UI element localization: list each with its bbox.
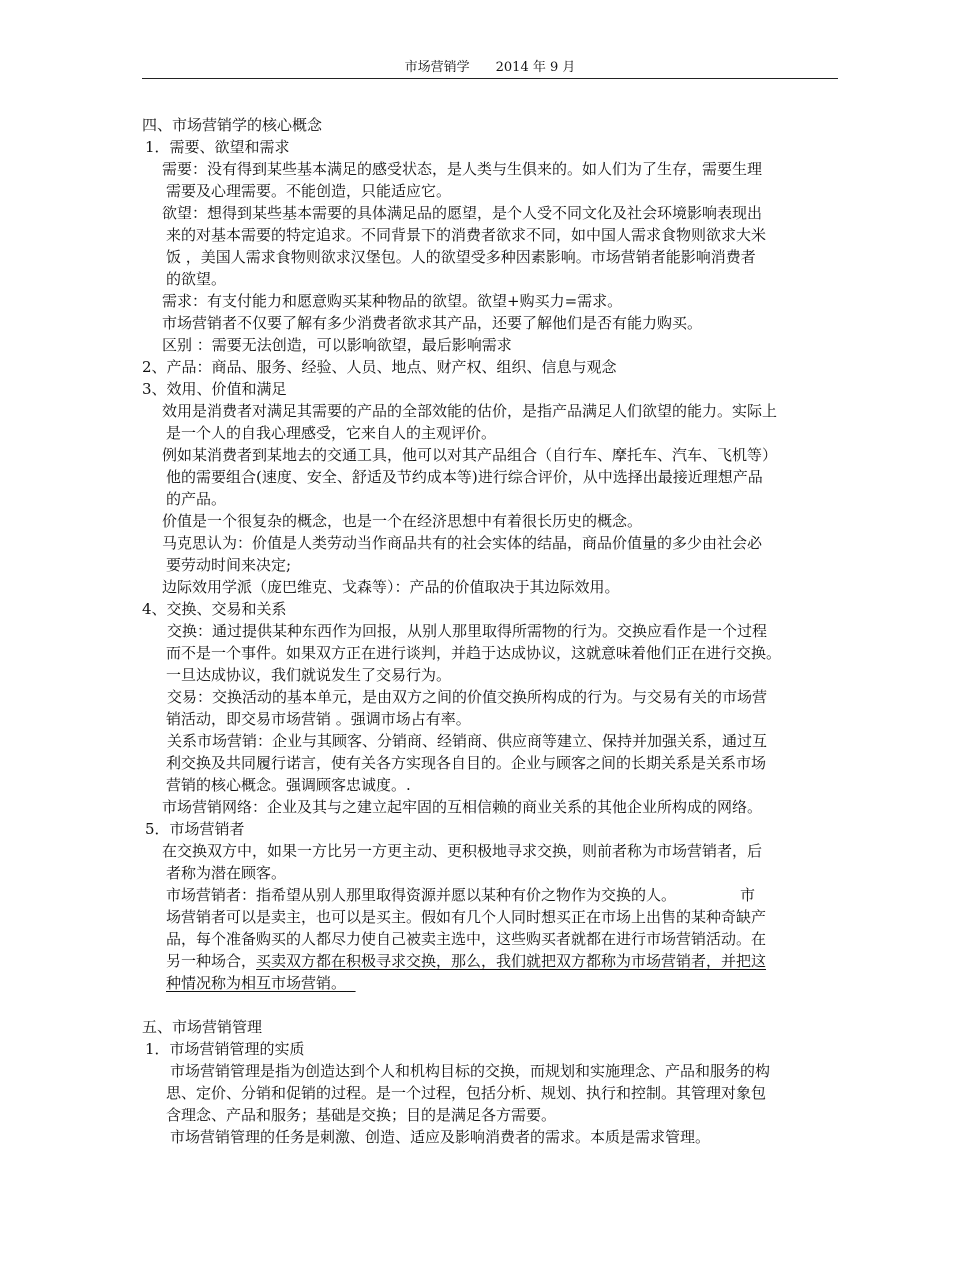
text-line: 含理念、产品和服务；基础是交换；目的是满足各方需要。 — [166, 1106, 557, 1124]
text-line: 饭 ，美国人需求食物则欲求汉堡包。人的欲望受多种因素影响。市场营销者能影响消费者 — [166, 248, 756, 266]
s5-title: 5．市场营销者 — [145, 820, 245, 838]
text-line: 的欲望。 — [166, 270, 227, 288]
paragraph-s5-intro — [142, 840, 838, 884]
s2-title: 2、产品：商品、服务、经验、人员、地点、财产权、组织、信息与观念 — [142, 358, 617, 376]
paragraph-want — [142, 202, 838, 290]
s1-title: 1．需要、欲望和需求 — [145, 138, 290, 156]
text-line: 场营销者可以是卖主，也可以是买主。假如有几个人同时想买正在市场上出售的某种奇缺产 — [166, 908, 767, 926]
text-line: 欲望：想得到某些基本需要的具体满足品的愿望，是个人受不同文化及社会环境影响表现出 — [162, 204, 763, 222]
header-date: 2014 年 9 月 — [495, 60, 576, 75]
text-line: 效用是消费者对满足其需要的产品的全部效能的估价，是指产品满足人们欲望的能力。实际上 — [162, 402, 778, 420]
paragraph-exchange — [142, 620, 838, 686]
paragraph-essence — [142, 1060, 838, 1126]
text-line: 一旦达成协议，我们就说发生了交易行为。 — [166, 666, 452, 684]
section5-title: 五、市场营销管理 — [142, 1018, 263, 1036]
text-line: 而不是一个事件。如果双方正在进行谈判，并趋于达成协议，这就意味着他们正在进行交换。 — [166, 644, 782, 662]
underlined-text: 种情况称为相互市场营销。 — [166, 974, 347, 992]
paragraph-example — [142, 444, 838, 510]
section4-title: 四、市场营销学的核心概念 — [142, 116, 323, 134]
text-line — [142, 884, 838, 906]
paragraph-s5-definition — [142, 884, 838, 994]
text-line: 交易：交换活动的基本单元，是由双方之间的价值交换所构成的行为。与交易有关的市场营 — [167, 688, 768, 706]
text-line: 是一个人的自我心理感受，它来自人的主观评价。 — [166, 424, 497, 442]
paragraph-marx — [142, 532, 838, 576]
underlined-text: 买卖双方都在积极寻求交换，那么，我们就把双方都称为市场营销者，并把这 — [256, 952, 767, 970]
text-line: 利交换及共同履行诺言，使有关各方实现各自目的。企业与顾客之间的长期关系是关系市场 — [166, 754, 767, 772]
text-line: 营销的核心概念。强调顾客忠诚度。. — [166, 776, 411, 794]
text-span: 另一种场合， — [166, 952, 257, 970]
text-line: 销活动，即交易市场营销 。强调市场占有率。 — [166, 710, 471, 728]
definition-text: 市场营销者：指希望从别人那里取得资源并愿以某种有价之物作为交换的人。 — [166, 886, 677, 904]
paragraph-utility — [142, 400, 838, 444]
text-line: 来的对基本需要的特定追求。不同背景下的消费者欲求不同，如中国人需求食物则欲求大米 — [166, 226, 767, 244]
definition-tail: 市 — [740, 886, 756, 904]
section-gap — [142, 994, 838, 1016]
paragraph-marginal: 边际效用学派（庞巴维克、戈森等）：产品的价值取决于其边际效用。 — [162, 578, 620, 596]
paragraph-transaction — [142, 686, 838, 730]
text-line: 他的需要组合(速度、安全、舒适及节约成本等)进行综合评价，从中选择出最接近理想产品 — [166, 468, 763, 486]
paragraph-task: 市场营销管理的任务是刺激、创造、适应及影响消费者的需求。本质是需求管理。 — [170, 1128, 711, 1146]
paragraph-demand: 需求：有支付能力和愿意购买某种物品的欲望。欲望+购买力=需求。 — [162, 292, 623, 310]
text-line: 交换：通过提供某种东西作为回报，从别人那里取得所需物的行为。交换应看作是一个过程 — [167, 622, 768, 640]
paragraph-relationship — [142, 730, 838, 796]
s4-title: 4、交换、交易和关系 — [142, 600, 287, 618]
paragraph-value: 价值是一个很复杂的概念，也是一个在经济思想中有着很长历史的概念。 — [162, 512, 643, 530]
header-course: 市场营销学 — [404, 60, 470, 75]
text-line: 需要及心理需要。不能创造，只能适应它。 — [166, 182, 452, 200]
text-line: 市场营销管理是指为创造达到个人和机构目标的交换，而规划和实施理念、产品和服务的构 — [170, 1062, 771, 1080]
text-line: 者称为潜在顾客。 — [166, 864, 287, 882]
paragraph-need — [142, 158, 838, 202]
header-rule — [142, 78, 838, 79]
text-line — [142, 972, 838, 994]
document-body — [142, 114, 838, 1148]
text-line: 马克思认为：价值是人类劳动当作商品共有的社会实体的结晶，商品价值量的多少由社会必 — [162, 534, 763, 552]
page-header — [142, 58, 838, 78]
text-line: 关系市场营销：企业与其顾客、分销商、经销商、供应商等建立、保持并加强关系，通过互 — [167, 732, 768, 750]
text-line: 例如某消费者到某地去的交通工具，他可以对其产品组合（自行车、摩托车、汽车、飞机等） — [162, 446, 778, 464]
text-line: 思、定价、分销和促销的过程。是一个过程，包括分析、规划、执行和控制。其管理对象包 — [166, 1084, 767, 1102]
paragraph-difference: 区别 ：需要无法创造，可以影响欲望，最后影响需求 — [162, 336, 512, 354]
paragraph-marketer-note: 市场营销者不仅要了解有多少消费者欲求其产品，还要了解他们是否有能力购买。 — [162, 314, 703, 332]
s3-title: 3、效用、价值和满足 — [142, 380, 287, 398]
text-line: 的产品。 — [166, 490, 227, 508]
paragraph-network: 市场营销网络：企业及其与之建立起牢固的互相信赖的商业关系的其他企业所构成的网络。 — [162, 798, 763, 816]
text-line: 需要：没有得到某些基本满足的感受状态，是人类与生俱来的。如人们为了生存，需要生理 — [162, 160, 763, 178]
text-line: 品，每个准备购买的人都尽力使自己被卖主选中，这些购买者就都在进行市场营销活动。在 — [166, 930, 767, 948]
s5-1-title: 1．市场营销管理的实质 — [145, 1040, 305, 1058]
text-line: 要劳动时间来决定; — [166, 556, 292, 574]
text-line: 在交换双方中，如果一方比另一方更主动、更积极地寻求交换，则前者称为市场营销者，后 — [162, 842, 763, 860]
text-line — [142, 950, 838, 972]
